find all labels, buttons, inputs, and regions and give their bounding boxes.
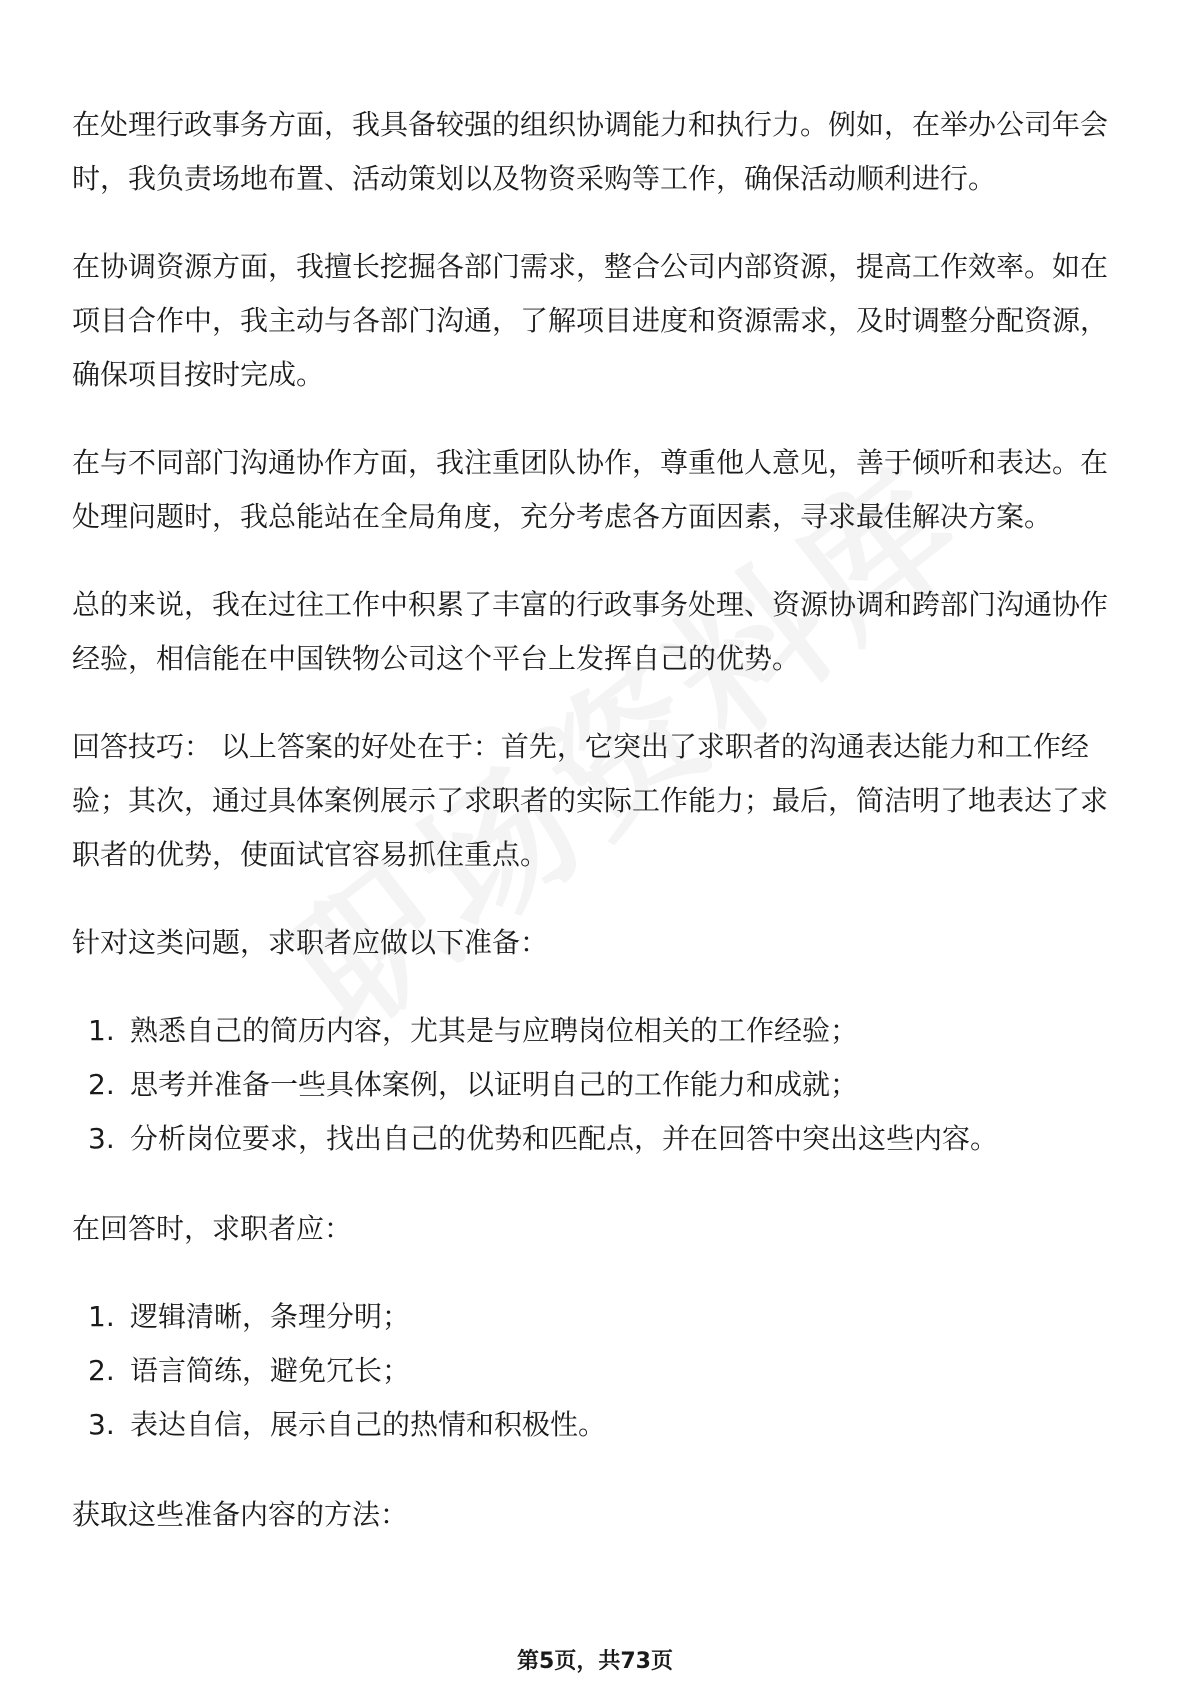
paragraph-preparation-intro: 针对这类问题，求职者应做以下准备： (72, 926, 549, 959)
paragraph-admin-affairs: 在处理行政事务方面，我具备较强的组织协调能力和执行力。例如，在举办公司年会时，我负责场地布置、活动策划以及物资采购等工作，确保活动顺利进行。 (72, 108, 1109, 195)
list-number: 2. (88, 1354, 115, 1387)
list-number: 1. (88, 1300, 115, 1333)
paragraph-cross-department: 在与不同部门沟通协作方面，我注重团队协作，尊重他人意见，善于倾听和表达。在处理问题时，我总能站在全局角度，充分考虑各方面因素，寻求最佳解决方案。 (72, 446, 1109, 533)
list-item (72, 1290, 1120, 1344)
list-number: 1. (88, 1014, 115, 1047)
list-item (72, 1058, 1120, 1112)
paragraph-answering-intro: 在回答时，求职者应： (72, 1212, 353, 1245)
answering-list (72, 1290, 1120, 1452)
list-text: 逻辑清晰，条理分明； (130, 1300, 411, 1333)
list-number: 3. (88, 1408, 115, 1441)
list-number: 3. (88, 1122, 115, 1155)
list-item (72, 1344, 1120, 1398)
list-text: 表达自信，展示自己的热情和积极性。 (130, 1408, 607, 1441)
list-item (72, 1004, 1120, 1058)
list-text: 熟悉自己的简历内容，尤其是与应聘岗位相关的工作经验； (130, 1014, 859, 1047)
list-item (72, 1112, 1120, 1166)
paragraph-summary: 总的来说，我在过往工作中积累了丰富的行政事务处理、资源协调和跨部门沟通协作经验，相信能在中国铁物公司这个平台上发挥自己的优势。 (72, 588, 1109, 675)
document-body (72, 98, 1120, 1576)
preparation-list (72, 1004, 1120, 1166)
paragraph-methods-intro: 获取这些准备内容的方法： (72, 1498, 409, 1531)
paragraph-answer-tips: 回答技巧： 以上答案的好处在于：首先，它突出了求职者的沟通表达能力和工作经验；其次，通过具体案例展示了求职者的实际工作能力；最后，简洁明了地表达了求职者的优势，使面试官容易抓住重点。 (72, 730, 1109, 871)
page-footer: 第5页，共73页 (517, 1649, 673, 1674)
list-item (72, 1398, 1120, 1452)
list-text: 语言简练，避免冗长； (130, 1354, 411, 1387)
paragraph-resource-coordination: 在协调资源方面，我擅长挖掘各部门需求，整合公司内部资源，提高工作效率。如在项目合作中，我主动与各部门沟通，了解项目进度和资源需求，及时调整分配资源，确保项目按时完成。 (72, 250, 1109, 391)
list-text: 分析岗位要求，找出自己的优势和匹配点，并在回答中突出这些内容。 (130, 1122, 999, 1155)
list-text: 思考并准备一些具体案例，以证明自己的工作能力和成就； (130, 1068, 859, 1101)
list-number: 2. (88, 1068, 115, 1101)
